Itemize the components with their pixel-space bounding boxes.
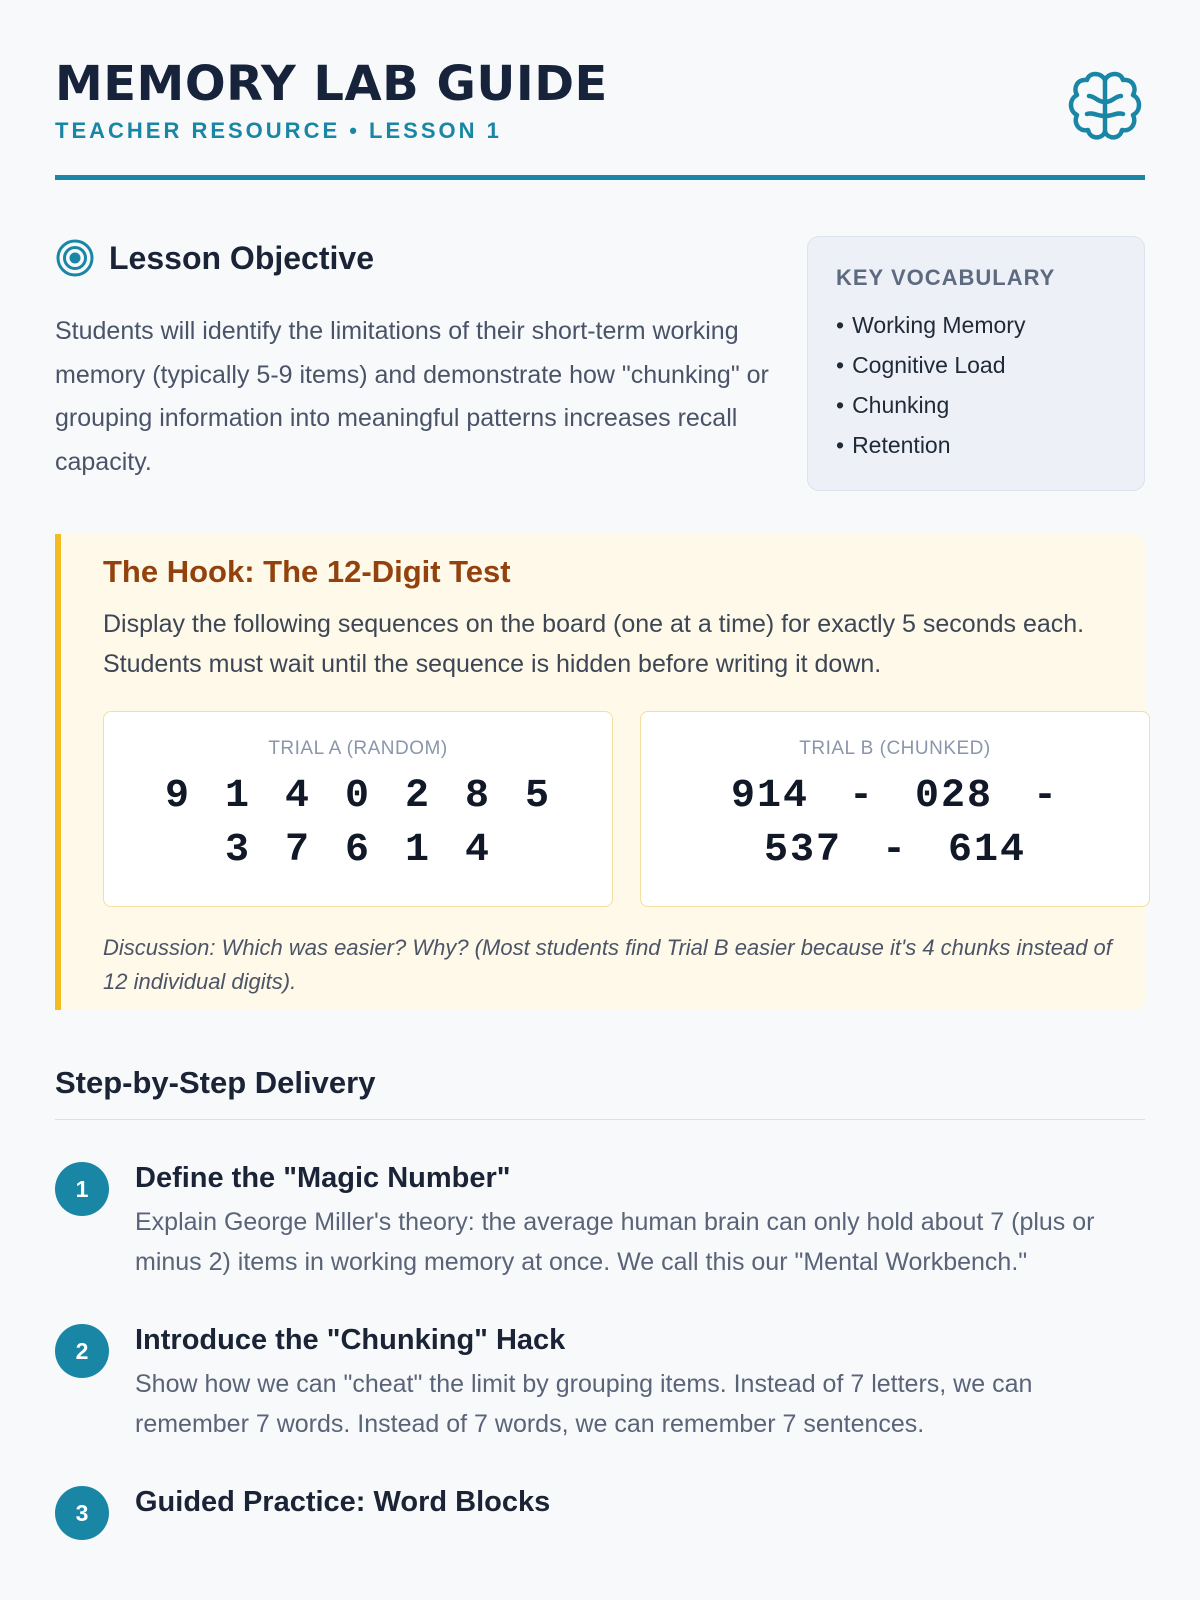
steps-heading: Step-by-Step Delivery: [55, 1065, 1145, 1120]
trial-a-card: [103, 711, 613, 907]
brain-icon: [1065, 66, 1145, 146]
key-vocabulary-box: [807, 236, 1145, 491]
vocabulary-item: • Retention: [836, 425, 1116, 465]
vocabulary-item: • Chunking: [836, 385, 1116, 425]
step-number-badge: 1: [55, 1162, 109, 1216]
step-title: Guided Practice: Word Blocks: [135, 1486, 551, 1518]
step-number-badge: 3: [55, 1486, 109, 1540]
objective-heading: [55, 236, 775, 280]
vocabulary-item: • Working Memory: [836, 305, 1116, 345]
hook-instructions: Display the following sequences on the board (one at a time) for exactly 5 seconds each. Students must wait until the sequence is hidden before writing it down.: [103, 610, 1085, 678]
steps-list: [55, 1158, 1145, 1526]
vocabulary-list: [836, 305, 1116, 465]
step-title: Introduce the "Chunking" Hack: [135, 1324, 566, 1356]
step-text: Show how we can "cheat" the limit by grouping items. Instead of 7 letters, we can remember 7 words. Instead of 7 words, we can remember 7 sentences.: [135, 1370, 1033, 1438]
step-number-badge: 2: [55, 1324, 109, 1378]
vocabulary-title: KEY VOCABULARY: [836, 265, 1056, 290]
step-item: [55, 1320, 1145, 1444]
objective-text: Students will identify the limitations of their short-term working memory (typically 5-9 items) and demonstrate how "chunking" or grouping information into meaningful patterns increases recall capacity.: [55, 317, 769, 476]
hook-title: The Hook: The 12-Digit Test: [103, 554, 511, 589]
vocabulary-item: • Cognitive Load: [836, 345, 1116, 385]
page-subtitle: TEACHER RESOURCE • LESSON 1: [55, 118, 502, 143]
trial-a-sequence: 9 1 4 0 2 8 5 3 7 6 1 4: [164, 774, 552, 873]
trial-b-card: [640, 711, 1150, 907]
trial-b-sequence: 914 - 028 - 537 - 614: [730, 774, 1060, 873]
step-item: [55, 1158, 1145, 1282]
target-icon: [55, 238, 95, 278]
step-title: Define the "Magic Number": [135, 1162, 511, 1194]
trial-a-label: TRIAL A (RANDOM): [268, 738, 448, 759]
trials-row: [103, 711, 1145, 907]
step-text: Explain George Miller's theory: the average human brain can only hold about 7 (plus or minus 2) items in working memory at once. We call this our "Mental Workbench.": [135, 1208, 1095, 1276]
objective-title: Lesson Objective: [109, 239, 374, 276]
steps-section: [55, 1065, 1145, 1526]
hook-callout: [55, 534, 1145, 1010]
trial-b-label: TRIAL B (CHUNKED): [799, 738, 991, 759]
objective-section: [55, 236, 1145, 496]
step-item: [55, 1482, 1145, 1526]
page-header: [55, 0, 1145, 180]
page-title: MEMORY LAB GUIDE: [55, 56, 608, 112]
discussion-note: Discussion: Which was easier? Why? (Most students find Trial B easier because it's 4 chunks instead of 12 individual digits).: [103, 935, 1112, 994]
lesson-objective: [55, 236, 775, 484]
